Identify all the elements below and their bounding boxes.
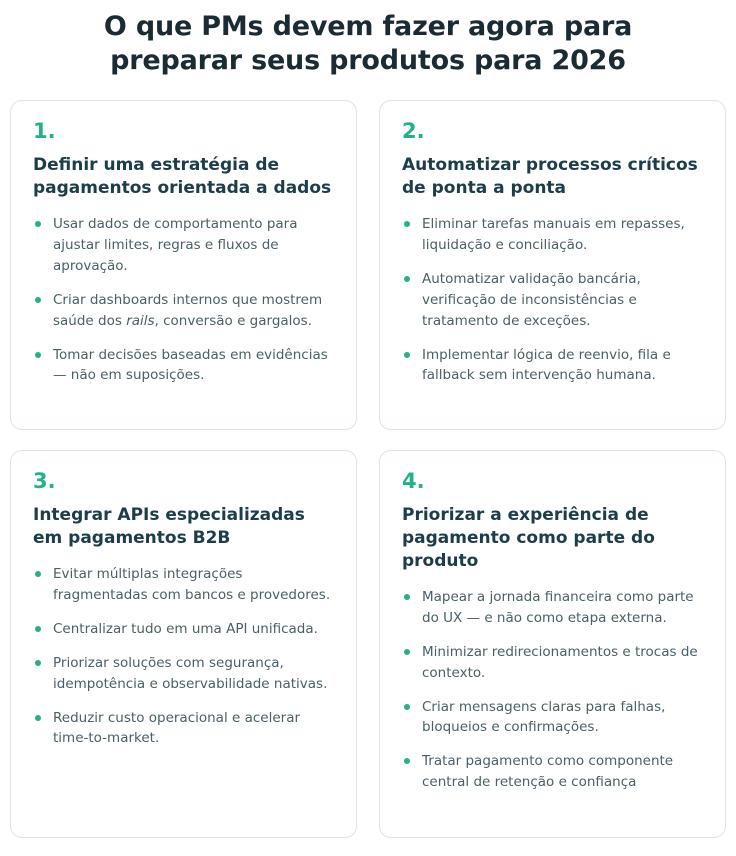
list-item <box>33 708 334 750</box>
card-3-title: Integrar APIs especializadas em pagamentos B2B <box>33 505 305 548</box>
bullet-dot-icon <box>35 352 41 358</box>
list-item <box>402 587 703 629</box>
list-item-text: Automatizar validação bancária, verificação de inconsistências e tratamento de exceções. <box>422 270 641 329</box>
bullet-dot-icon <box>35 571 41 577</box>
card-4-number: 4. <box>402 469 425 494</box>
list-item-text: Criar mensagens claras para falhas, bloqueios e confirmações. <box>422 698 666 736</box>
bullet-dot-icon <box>404 352 410 358</box>
card-2 <box>379 100 726 430</box>
list-item-text: Mapear a jornada financeira como parte do UX — e não como etapa externa. <box>422 588 694 626</box>
list-item <box>33 345 334 387</box>
list-item-text: Usar dados de comportamento para ajustar limites, regras e fluxos de aprovação. <box>53 215 298 274</box>
page-title: O que PMs devem fazer agora para preparar seus produtos para 2026 <box>103 11 633 77</box>
list-item <box>33 619 334 640</box>
list-item <box>33 653 334 695</box>
list-item-text: Priorizar soluções com segurança, idempotência e observabilidade nativas. <box>53 654 328 692</box>
card-1-bullet-list <box>33 214 334 386</box>
card-2-number: 2. <box>402 119 425 144</box>
bullet-dot-icon <box>404 758 410 764</box>
list-item-text: Tomar decisões baseadas em evidências — não em suposições. <box>53 346 328 384</box>
list-item-text: Eliminar tarefas manuais em repasses, liquidação e conciliação. <box>422 215 685 253</box>
list-item-text: Evitar múltiplas integrações fragmentadas com bancos e provedores. <box>53 565 331 603</box>
list-item-text: Tratar pagamento como componente central de retenção e confiança <box>422 753 674 791</box>
list-item <box>402 751 703 793</box>
card-4 <box>379 450 726 838</box>
card-1-number: 1. <box>33 119 56 144</box>
bullet-dot-icon <box>35 297 41 303</box>
bullet-dot-icon <box>35 660 41 666</box>
bullet-dot-icon <box>35 715 41 721</box>
card-3 <box>10 450 357 838</box>
list-item <box>402 642 703 684</box>
list-item <box>33 564 334 606</box>
card-1-title: Definir uma estratégia de pagamentos orientada a dados <box>33 155 332 198</box>
list-item-text: Implementar lógica de reenvio, fila e fallback sem intervenção humana. <box>422 346 671 384</box>
bullet-dot-icon <box>35 626 41 632</box>
list-item <box>33 290 334 332</box>
list-item <box>402 269 703 332</box>
list-item <box>402 345 703 387</box>
list-item-text: Minimizar redirecionamentos e trocas de contexto. <box>422 643 698 681</box>
list-item <box>33 214 334 277</box>
bullet-dot-icon <box>404 704 410 710</box>
bullet-dot-icon <box>404 221 410 227</box>
bullet-dot-icon <box>404 276 410 282</box>
list-item-text: Criar dashboards internos que mostrem saúde dos rails, conversão e gargalos. <box>53 291 323 329</box>
card-3-number: 3. <box>33 469 56 494</box>
list-item-text: Centralizar tudo em uma API unificada. <box>53 620 318 637</box>
card-3-bullet-list <box>33 564 334 749</box>
bullet-dot-icon <box>35 221 41 227</box>
bullet-dot-icon <box>404 594 410 600</box>
card-2-title: Automatizar processos críticos de ponta a ponta <box>402 155 698 198</box>
card-4-bullet-list <box>402 587 703 793</box>
card-4-title: Priorizar a experiência de pagamento como parte do produto <box>402 505 655 571</box>
list-item <box>402 697 703 739</box>
card-1 <box>10 100 357 430</box>
list-item-text: Reduzir custo operacional e acelerar time-to-market. <box>53 709 301 747</box>
list-item <box>402 214 703 256</box>
card-2-bullet-list <box>402 214 703 386</box>
bullet-dot-icon <box>404 649 410 655</box>
cards-grid <box>10 100 726 838</box>
